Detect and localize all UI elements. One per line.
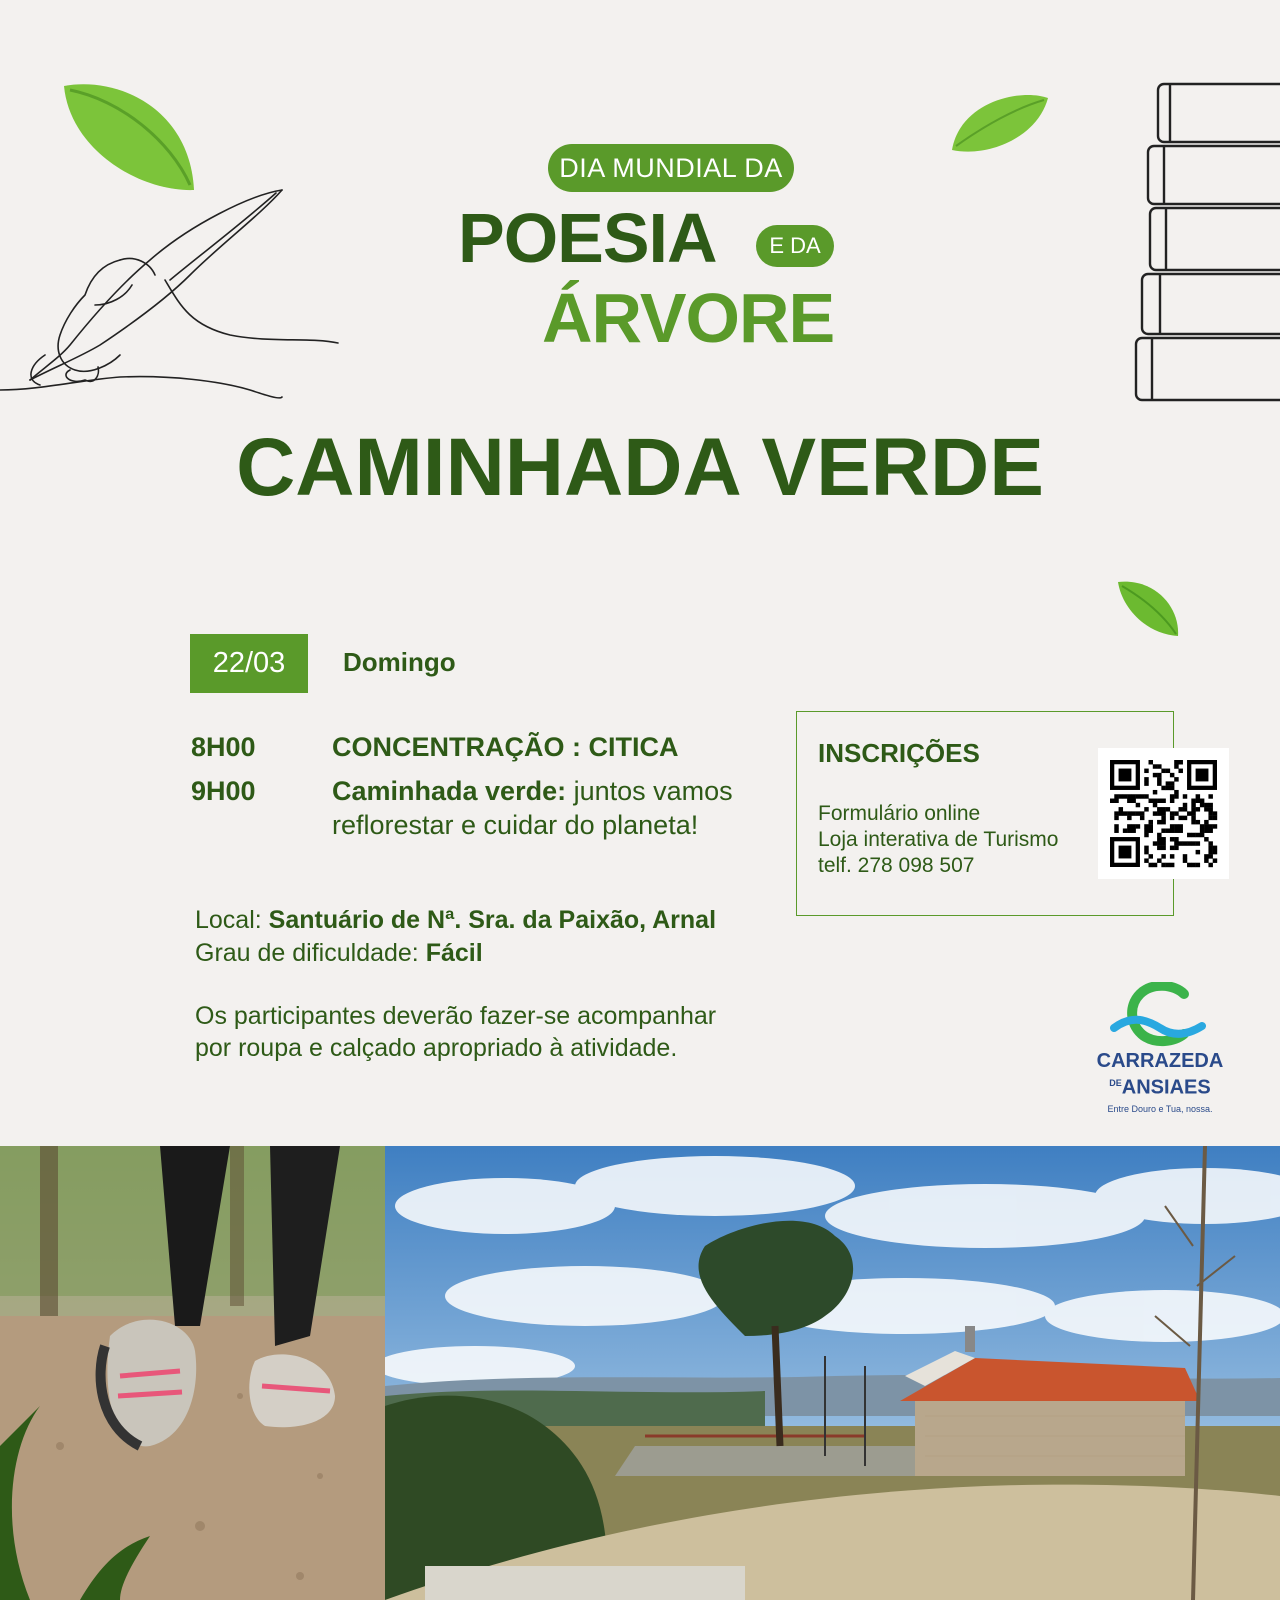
date-badge: 22/03 [190,634,308,693]
header-connector-pill: E DA [756,225,834,267]
leaf-mid-right-icon [1116,578,1182,638]
schedule-title-1: CONCENTRAÇÃO : CITICA [332,732,679,762]
header-poesia: POESIA [458,199,717,277]
schedule-title-2: Caminhada verde: juntos vamos [332,776,733,806]
qr-code[interactable] [1098,748,1229,879]
header-arvore: ÁRVORE [542,279,835,357]
registration-line-2: Loja interativa de Turismo [818,828,1059,851]
leaf-top-right-icon [950,92,1050,156]
event-title: CAMINHADA VERDE [236,422,1044,513]
note-line-1: Os participantes deverão fazer-se acompanhar [195,1002,717,1030]
location-line: Local: Santuário de Nª. Sra. da Paixão, Arnal [195,906,717,934]
registration-line-1: Formulário online [818,802,981,825]
difficulty-line: Grau de dificuldade: Fácil [195,939,483,967]
weekday-label: Domingo [343,647,456,677]
note-line-2: por roupa e calçado apropriado à atividade. [195,1034,678,1062]
schedule-desc-2: reflorestar e cuidar do planeta! [332,810,699,840]
books-stack-illustration [1130,80,1280,405]
schedule-time-2: 9H00 [191,776,256,806]
walking-photo [0,1146,385,1600]
hand-quill-illustration [0,185,340,410]
schedule-time-1: 8H00 [191,732,256,762]
leaf-top-left-icon [60,80,200,200]
registration-line-3: telf. 278 098 507 [818,854,975,877]
registration-title: INSCRIÇÕES [818,738,980,768]
carrazeda-logo-icon [1108,982,1208,1048]
sanctuary-photo [385,1146,1280,1600]
header-pill: DIA MUNDIAL DA [548,144,794,192]
logo-tagline: Entre Douro e Tua, nossa. [1107,1104,1213,1114]
logo-text: CARRAZEDA $^{DE}$ANSIAES [1096,1050,1224,1099]
